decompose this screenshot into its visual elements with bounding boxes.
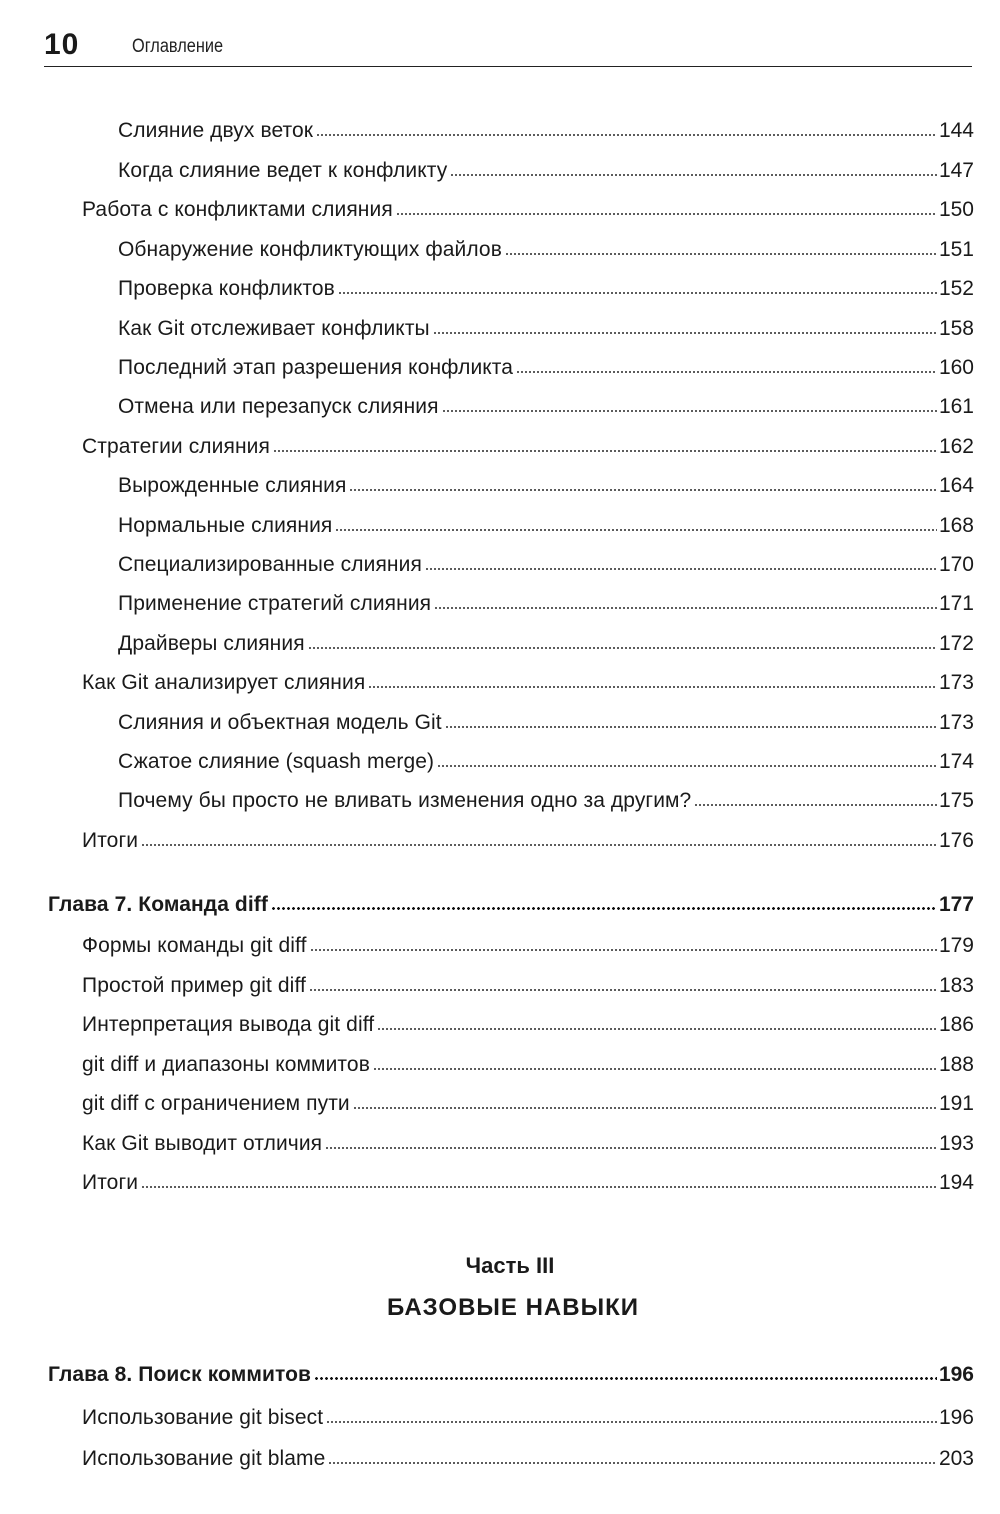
toc-entry-page: 193 <box>938 1132 974 1155</box>
toc-chapter-entry <box>48 892 974 918</box>
dot-leader <box>273 447 937 453</box>
dot-leader <box>141 1183 937 1189</box>
toc-entry-title: Формы команды git diff <box>82 934 307 957</box>
toc-entry-page: 179 <box>938 934 974 957</box>
header-rule <box>44 66 972 67</box>
toc-entry-page: 188 <box>938 1053 974 1076</box>
toc-entry-title: Интерпретация вывода git diff <box>82 1013 375 1036</box>
toc-entry <box>118 631 974 657</box>
toc-entry-title: Глава 8. Поиск коммитов <box>48 1363 312 1386</box>
dot-leader <box>335 526 937 532</box>
toc-entry <box>118 237 974 263</box>
toc-entry-title: Сжатое слияние (squash merge) <box>118 750 435 773</box>
toc-entry <box>82 197 974 223</box>
toc-entry <box>82 1131 974 1157</box>
toc-entry-title: Почему бы просто не вливать изменения одно за другим? <box>118 789 692 812</box>
dot-leader <box>445 723 937 729</box>
toc-entry-page: 168 <box>938 514 974 537</box>
dot-leader <box>349 486 936 492</box>
dot-leader <box>694 801 937 807</box>
toc-entry <box>82 1170 974 1196</box>
toc-entry-page: 183 <box>938 974 974 997</box>
toc-entry-page: 170 <box>938 553 974 576</box>
dot-leader <box>310 946 937 952</box>
toc-entry <box>82 1012 974 1038</box>
toc-entry <box>82 828 974 854</box>
toc-entry <box>118 591 974 617</box>
toc-entry <box>118 710 974 736</box>
dot-leader <box>396 210 937 216</box>
toc-entry-title: Итоги <box>82 1171 139 1194</box>
toc-entry <box>118 276 974 302</box>
toc-entry-page: 176 <box>938 829 974 852</box>
dot-leader <box>316 131 937 137</box>
toc-entry-page: 147 <box>938 159 974 182</box>
toc-entry-page: 173 <box>938 671 974 694</box>
toc-entry <box>118 552 974 578</box>
toc-entry-title: Использование git blame <box>82 1447 326 1470</box>
toc-entry-page: 173 <box>938 711 974 734</box>
toc-entry <box>82 434 974 460</box>
toc-entry-title: Когда слияние ведет к конфликту <box>118 159 448 182</box>
dot-leader <box>271 905 937 911</box>
toc-entry-title: Применение стратегий слияния <box>118 592 432 615</box>
dot-leader <box>325 1144 937 1150</box>
toc-entry <box>118 118 974 144</box>
toc-entry <box>118 316 974 342</box>
dot-leader <box>141 841 937 847</box>
toc-entry-page: 177 <box>938 893 974 916</box>
toc-entry-page: 162 <box>938 435 974 458</box>
toc-entry-title: Слияние двух веток <box>118 119 314 142</box>
running-title: Оглавление <box>132 36 224 57</box>
toc-entry <box>82 933 974 959</box>
toc-entry <box>82 1405 974 1431</box>
toc-entry-title: git diff и диапазоны коммитов <box>82 1053 370 1076</box>
toc-entry-title: Последний этап разрешения конфликта <box>118 356 514 379</box>
dot-leader <box>450 171 937 177</box>
toc-entry-title: Работа с конфликтами слияния <box>82 198 393 221</box>
toc-entry <box>82 1446 974 1472</box>
toc-entry-page: 174 <box>938 750 974 773</box>
toc-entry-title: Как Git отслеживает конфликты <box>118 317 430 340</box>
toc-entry-page: 160 <box>938 356 974 379</box>
toc-entry-title: Простой пример git diff <box>82 974 306 997</box>
page-number: 10 <box>44 28 80 61</box>
toc-entry-title: git diff с ограничением пути <box>82 1092 350 1115</box>
part-title: БАЗОВЫЕ НАВЫКИ <box>387 1294 639 1321</box>
dot-leader <box>373 1065 937 1071</box>
part-label: Часть III <box>465 1253 555 1278</box>
dot-leader <box>442 407 937 413</box>
toc-entry-page: 171 <box>938 592 974 615</box>
toc-entry-page: 196 <box>938 1406 974 1429</box>
toc-entry-title: Итоги <box>82 829 139 852</box>
dot-leader <box>326 1418 937 1424</box>
toc-entry <box>118 473 974 499</box>
toc-entry <box>82 670 974 696</box>
toc-entry <box>82 973 974 999</box>
toc-entry <box>118 749 974 775</box>
dot-leader <box>353 1104 937 1110</box>
toc-entry-page: 152 <box>938 277 974 300</box>
dot-leader <box>434 604 937 610</box>
page-header <box>44 24 972 70</box>
toc-entry-page: 194 <box>938 1171 974 1194</box>
toc-entry <box>118 394 974 420</box>
dot-leader <box>433 329 937 335</box>
toc-entry-page: 164 <box>938 474 974 497</box>
dot-leader <box>308 644 937 650</box>
dot-leader <box>437 762 937 768</box>
toc-entry-page: 191 <box>938 1092 974 1115</box>
toc-entry-page: 151 <box>938 238 974 261</box>
toc-entry-title: Как Git анализирует слияния <box>82 671 366 694</box>
dot-leader <box>505 250 937 256</box>
toc-entry-title: Обнаружение конфликтующих файлов <box>118 238 502 261</box>
toc-entry <box>82 1052 974 1078</box>
toc-entry-title: Глава 7. Команда diff <box>48 893 268 916</box>
dot-leader <box>516 368 937 374</box>
toc-entry <box>118 158 974 184</box>
toc-entry-title: Специализированные слияния <box>118 553 422 576</box>
toc-entry <box>82 1091 974 1117</box>
dot-leader <box>309 986 937 992</box>
toc-entry-page: 172 <box>938 632 974 655</box>
toc-entry-page: 186 <box>938 1013 974 1036</box>
toc-entry <box>118 355 974 381</box>
toc-entry-page: 144 <box>938 119 974 142</box>
toc-entry-page: 175 <box>938 789 974 812</box>
dot-leader <box>314 1375 937 1381</box>
toc-chapter-entry <box>48 1362 974 1388</box>
toc-entry-title: Слияния и объектная модель Git <box>118 711 442 734</box>
dot-leader <box>425 565 937 571</box>
toc-entry-title: Как Git выводит отличия <box>82 1132 323 1155</box>
toc-entry-title: Драйверы слияния <box>118 632 305 655</box>
toc-entry-page: 196 <box>938 1363 974 1386</box>
toc-entry-title: Проверка конфликтов <box>118 277 335 300</box>
dot-leader <box>338 289 937 295</box>
toc-entry-page: 203 <box>938 1447 974 1470</box>
toc-entry-title: Вырожденные слияния <box>118 474 347 497</box>
toc-entry-title: Стратегии слияния <box>82 435 270 458</box>
dot-leader <box>368 683 937 689</box>
toc-entry-page: 150 <box>938 198 974 221</box>
toc-entry-title: Отмена или перезапуск слияния <box>118 395 439 418</box>
toc-entry-title: Нормальные слияния <box>118 514 333 537</box>
dot-leader <box>377 1025 937 1031</box>
toc-entry-title: Использование git bisect <box>82 1406 324 1429</box>
toc-entry <box>118 513 974 539</box>
toc-entry-page: 158 <box>938 317 974 340</box>
toc-entry <box>118 788 974 814</box>
dot-leader <box>328 1459 937 1465</box>
toc-entry-page: 161 <box>938 395 974 418</box>
